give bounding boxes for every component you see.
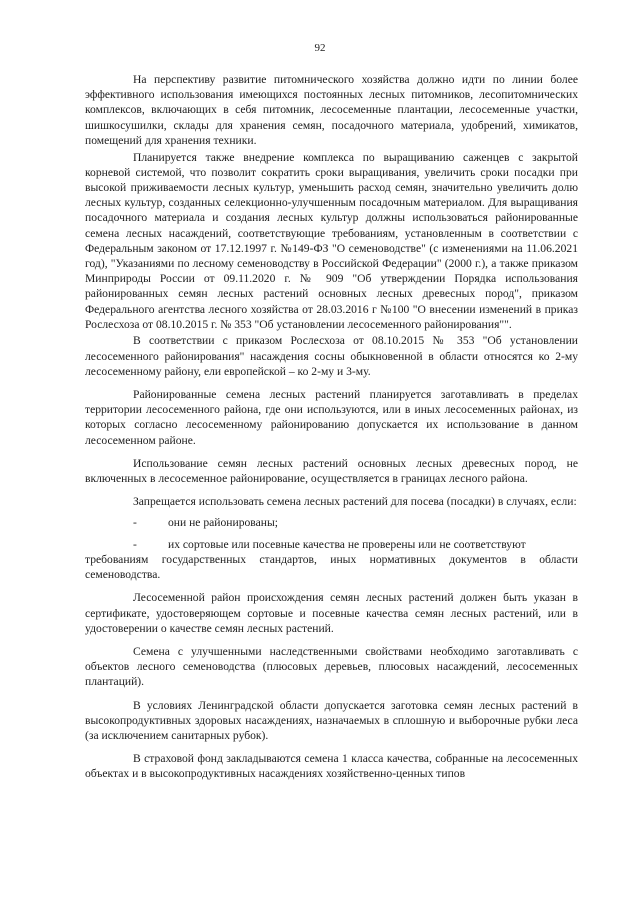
- paragraph-seed-zoning-order: В соответствии с приказом Рослесхоза от 08.10.2015 № 353 "Об установлении лесосеменного районирования" насаждения сосны обыкновенной в области относятся ко 2-му лесосеменному району, ели европейской – ко 2-му и 3-му.: [85, 334, 578, 378]
- list-dash: -: [133, 516, 137, 530]
- paragraph-leningrad-harvest: В условиях Ленинградской области допускается заготовка семян лесных растений в высокопродуктивных здоровых насаждениях, назначаемых в сплошную и выборочные рубки леса (за исключением санитарных рубок).: [85, 698, 578, 742]
- list-item-continuation: требованиям государственных стандартов, иных нормативных документов в области семеноводства.: [85, 552, 578, 582]
- paragraph-closed-root-seedlings: Планируется также внедрение комплекса по выращиванию саженцев с закрытой корневой системой, что позволит сократить сроки выращивания, увеличить сроки посадки при высокой приживаемости лесных культур, уменьшить расход семян, значительно увеличить долю лесных культур, созданных селекционно-улучшенным посадочным материалом. Для выращивания посадочного материала и создания лесных культур должны использоваться районированные семена лесных насаждений, соответствующие требованиям, установленным в соответствии с Федеральным законом от 17.12.1997 г. №149-ФЗ "О семеноводстве" (с изменениями на 11.06.2021 год), "Указаниями по лесному семеноводству в Российской Федерации" (2000 г.), а также приказом Минприроды России от 09.11.2020 г. № 909 "Об утверждении Порядка использования районированных семян лесных растений основных лесных древесных пород", приказом Федерального агентства лесного хозяйства от 28.03.2016 г №100 "О внесении изменений в приказ Рослесхоза от 08.10.2015 г. № 353 "Об установлении лесосеменного районирования"".: [85, 150, 578, 331]
- paragraph-prohibition: Запрещается использовать семена лесных растений для посева (посадки) в случаях, если:: [133, 495, 577, 509]
- list-item-text: они не районированы;: [168, 516, 278, 530]
- paragraph-insurance-fund: В страховой фонд закладываются семена 1 класса качества, собранные на лесосеменных объектах и в высокопродуктивных насаждениях хозяйственно-ценных типов: [85, 752, 578, 781]
- page-number: 92: [314, 42, 326, 54]
- paragraph-nursery-development: На перспективу развитие питомнического хозяйства должно идти по линии более эффективного использования имеющихся постоянных лесных питомников, лесопитомнических комплексов, включающих в себя питомник, лесосеменные плантации, лесосеменные участки, шишкосушилки, склады для хранения семян, посадочного материала, удобрений, химикатов, помещений для хранения техники.: [85, 73, 578, 147]
- paragraph-seed-origin: Лесосеменной район происхождения семян лесных растений должен быть указан в сертификате, удостоверяющем сортовые и посевные качества семян лесных растений, или в удостоверении о качестве семян лесных растений.: [85, 591, 578, 635]
- list-item-not-zoned: [85, 515, 578, 530]
- list-dash: -: [133, 537, 137, 551]
- paragraph-improved-seeds: Семена с улучшенными наследственными свойствами необходимо заготавливать с объектов лесного семеноводства (плюсовых деревьев, плюсовых насаждений, лесосеменных плантаций).: [85, 644, 578, 689]
- paragraph-zoned-seed-harvest: Районированные семена лесных растений планируется заготавливать в пределах территории лесосеменного района, где они используются, или в иных лесосеменных районах, из которых согласно лесосеменному районированию допускается их использование в данном лесосеменном районе.: [85, 388, 578, 447]
- page-body: [85, 72, 578, 783]
- paragraph-non-zoned-seed-use: Использование семян лесных растений основных лесных древесных пород, не включенных в лесосеменное районирование, осуществляется в границах лесного района.: [85, 456, 578, 486]
- list-item-quality-unchecked: [85, 537, 578, 552]
- list-item-text: их сортовые или посевные качества не проверены или не соответствуют: [168, 537, 526, 551]
